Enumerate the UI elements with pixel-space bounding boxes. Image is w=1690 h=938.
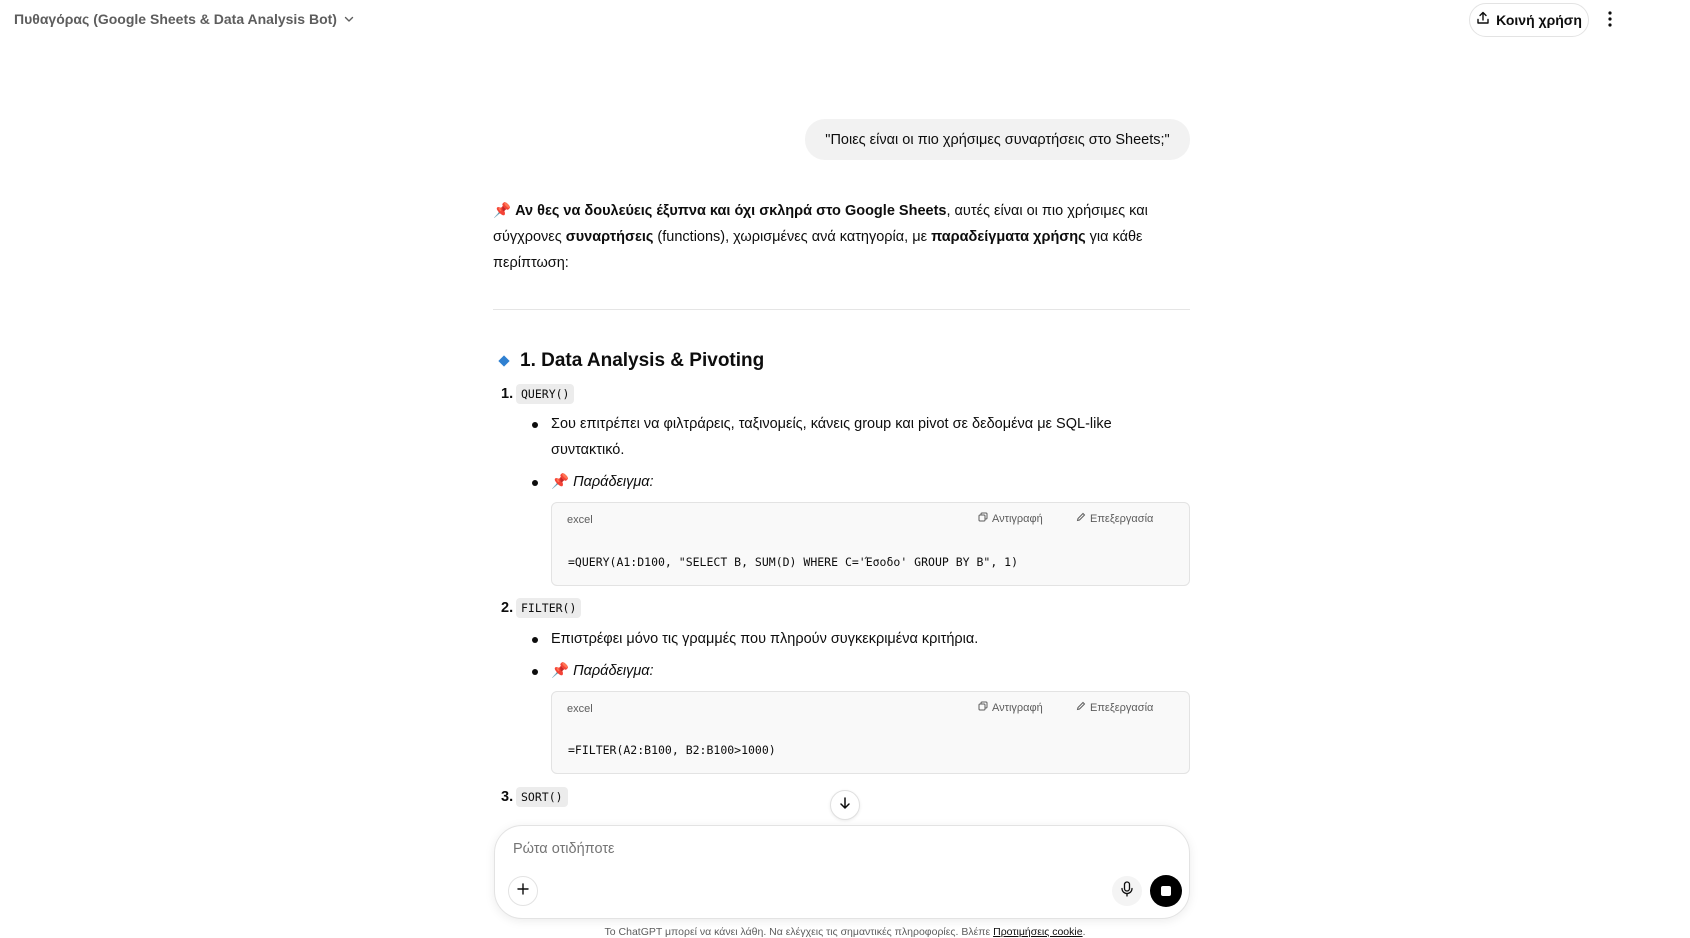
arrow-down-icon <box>838 796 852 815</box>
bullet <box>532 480 538 486</box>
chevron-down-icon <box>343 13 355 25</box>
example-line <box>551 469 654 495</box>
list-number: 3. <box>501 789 514 805</box>
intro-text-2: , αυτές είναι οι πιο χρήσιμες και σύγχρονες <box>493 203 1148 245</box>
pencil-icon <box>1076 512 1086 525</box>
intro-bold-3: συναρτήσεις <box>565 229 654 245</box>
intro-text-6: για κάθε περίπτωση: <box>493 229 1143 271</box>
code-text: =QUERY(A1:D100, "SELECT B, SUM(D) WHERE C='Έσοδο' GROUP BY B", 1) <box>568 555 1019 569</box>
more-vertical-icon[interactable] <box>1598 6 1622 32</box>
plus-icon <box>516 882 530 901</box>
model-selector[interactable] <box>8 6 361 32</box>
example-line <box>551 658 654 684</box>
intro-bold-1: Αν θες να δουλεύεις έξυπνα και όχι σκληρά στο Google Sheets <box>515 203 947 219</box>
pencil-icon <box>1076 701 1086 714</box>
copy-button[interactable] <box>978 701 1043 714</box>
edit-button[interactable] <box>1076 512 1153 525</box>
divider <box>493 309 1190 310</box>
code-language: excel <box>567 703 593 715</box>
microphone-icon <box>1120 881 1134 902</box>
example-label: Παράδειγμα: <box>573 663 654 679</box>
composer <box>494 825 1190 919</box>
pin-icon: 📌 <box>551 474 570 490</box>
share-label: Κοινή χρήση <box>1496 12 1582 28</box>
inline-code-filter: FILTER() <box>516 598 581 618</box>
code-text: =FILTER(A2:B100, B2:B100>1000) <box>568 743 776 757</box>
top-bar <box>0 0 1626 38</box>
prompt-input[interactable] <box>513 841 1153 857</box>
list-number: 1. <box>501 386 514 402</box>
item-description: Επιστρέφει μόνο τις γραμμές που πληρούν συγκεκριμένα κριτήρια. <box>551 631 979 647</box>
copy-icon <box>978 512 988 525</box>
code-block <box>551 691 1190 774</box>
copy-button[interactable] <box>978 512 1043 525</box>
blue-diamond-icon <box>498 355 509 366</box>
copy-icon <box>978 701 988 714</box>
intro-bold-5: παραδείγματα χρήσης <box>931 229 1086 245</box>
item-description: Σου επιτρέπει να φιλτράρεις, ταξινομείς, κάνεις group και pivot σε δεδομένα με SQL-like συντακτικό. <box>551 416 1112 458</box>
disclaimer <box>0 926 1690 938</box>
scroll-down-button[interactable] <box>830 790 860 820</box>
copy-label: Αντιγραφή <box>992 701 1043 714</box>
pin-icon: 📌 <box>493 203 512 219</box>
edit-button[interactable] <box>1076 701 1153 714</box>
section-title: 1. Data Analysis & Pivoting <box>520 350 765 371</box>
code-language: excel <box>567 514 593 526</box>
intro-text-4: (functions), χωρισμένες ανά κατηγορία, με <box>653 229 932 245</box>
bullet <box>532 422 538 428</box>
code-block <box>551 502 1190 586</box>
assistant-intro <box>493 198 1190 276</box>
user-message-bubble: "Ποιες είναι οι πιο χρήσιμες συναρτήσεις στο Sheets;" <box>805 119 1190 160</box>
edit-label: Επεξεργασία <box>1090 701 1154 714</box>
share-button[interactable] <box>1469 3 1589 37</box>
stop-icon <box>1161 886 1171 896</box>
inline-code-query: QUERY() <box>516 384 574 404</box>
bullet <box>532 637 538 643</box>
list-number: 2. <box>501 600 514 616</box>
edit-label: Επεξεργασία <box>1090 512 1154 525</box>
copy-label: Αντιγραφή <box>992 512 1043 525</box>
model-title: Πυθαγόρας (Google Sheets & Data Analysis Bot) <box>14 11 337 27</box>
section-heading <box>500 350 764 372</box>
example-label: Παράδειγμα: <box>573 474 654 490</box>
add-attachment-button[interactable] <box>508 876 538 906</box>
pin-icon: 📌 <box>551 663 570 679</box>
cookie-preferences-link[interactable]: Προτιμήσεις cookie <box>993 926 1083 938</box>
dictate-button[interactable] <box>1112 876 1142 906</box>
stop-generating-button[interactable] <box>1150 875 1182 907</box>
disclaimer-end: . <box>1082 926 1086 938</box>
share-upload-icon <box>1476 11 1490 30</box>
bullet <box>532 669 538 675</box>
disclaimer-text: Το ChatGPT μπορεί να κάνει λάθη. Να ελέγχεις τις σημαντικές πληροφορίες. Βλέπε <box>604 926 994 938</box>
inline-code-sort: SORT() <box>516 787 568 807</box>
